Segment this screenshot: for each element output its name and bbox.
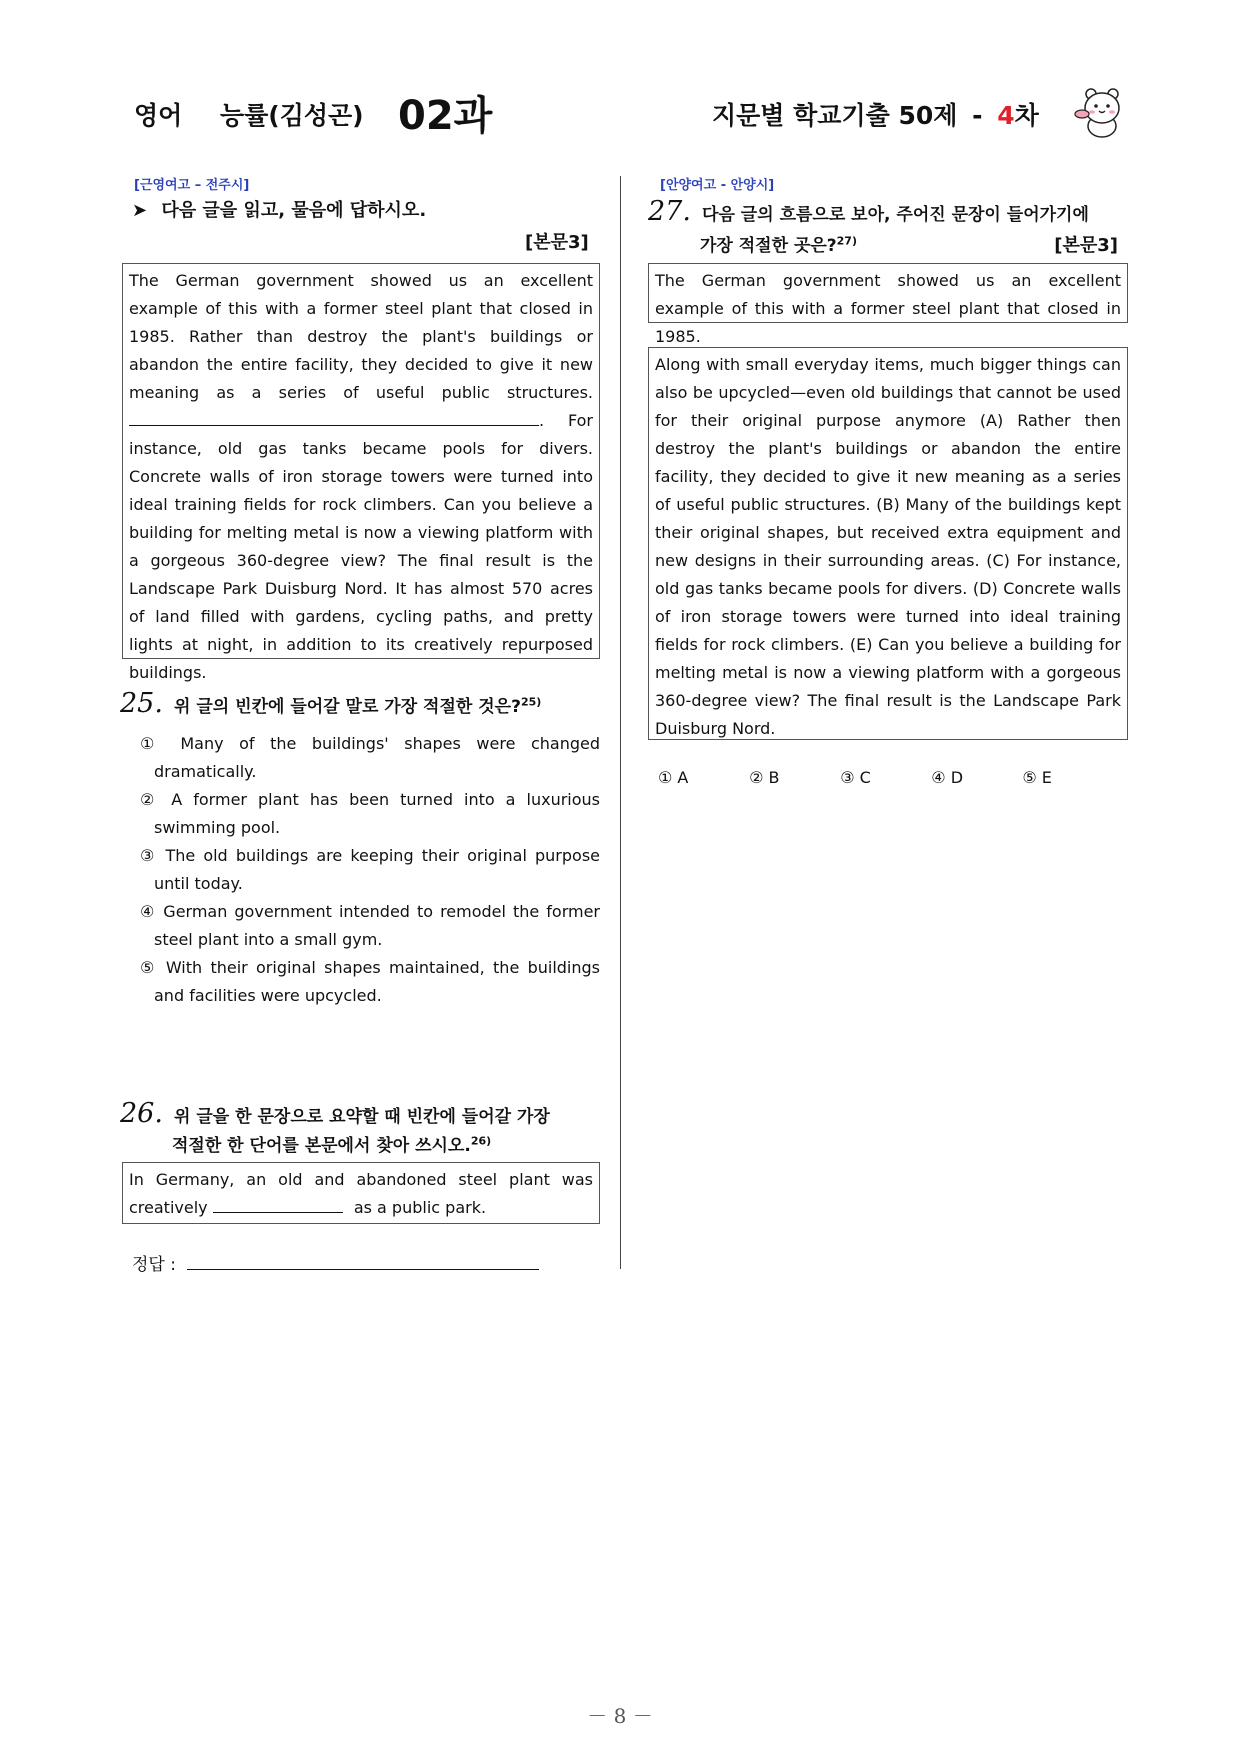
option-b[interactable]: ② B bbox=[749, 768, 780, 787]
summary-text-part1: In Germany, an old and abandoned steel plant was creatively bbox=[129, 1170, 593, 1217]
answer-label: 정답 : bbox=[132, 1255, 176, 1275]
footnote-marker: 26) bbox=[470, 1134, 492, 1148]
passage-box bbox=[648, 347, 1128, 740]
option-1[interactable]: ① Many of the buildings' shapes were changed dramatically. bbox=[140, 734, 600, 781]
summary-box bbox=[122, 1162, 600, 1224]
question-text: 위 글의 빈칸에 들어갈 말로 가장 적절한 것은? bbox=[174, 697, 521, 717]
question-27-header bbox=[648, 196, 1124, 256]
summary-text-part2: as a public park. bbox=[353, 1198, 487, 1217]
passage-tag: [본문3] bbox=[1054, 235, 1118, 256]
subject-label: 영어 bbox=[134, 101, 183, 130]
question-26-header bbox=[120, 1098, 600, 1156]
passage-box bbox=[122, 263, 600, 682]
option-5[interactable]: ⑤ With their original shapes maintained, the buildings and facilities were upcycled. bbox=[140, 958, 600, 1005]
column-divider bbox=[620, 176, 621, 1269]
passage-text-part2: . For instance, old gas tanks became pools for divers. Concrete walls of iron storage towers were turned into ideal training fields for rock climbers. Can you believe a building for melting metal is now a viewing platform with a gorgeous 360-degree view? The final result is the Landscape Park Duisburg Nord. It has almost 570 acres of land filled with gardens, cycling paths, and pretty lights at night, in addition to its creatively repurposed buildings. bbox=[129, 411, 593, 682]
option-2[interactable]: ② A former plant has been turned into a luxurious swimming pool. bbox=[140, 790, 600, 837]
option-e[interactable]: ⑤ E bbox=[1022, 768, 1052, 787]
passage-tag: [본문3] bbox=[525, 232, 589, 253]
title-separator: - bbox=[972, 101, 983, 130]
footnote-marker: 25) bbox=[520, 695, 542, 709]
arrow-icon: ➤ bbox=[132, 200, 148, 221]
passage-blank bbox=[129, 407, 539, 426]
left-source-tag: [근영여고 – 전주시] bbox=[134, 178, 250, 193]
page-number: － 8 － bbox=[587, 1704, 653, 1728]
answer-row bbox=[132, 1250, 539, 1275]
question-27-options bbox=[658, 768, 1118, 787]
given-sentence: The German government showed us an excellent example of this with a former steel plant that closed in 1985. bbox=[655, 271, 1121, 346]
question-text-line2: 적절한 한 단어를 본문에서 찾아 쓰시오. bbox=[172, 1136, 471, 1156]
round-suffix: 차 bbox=[1014, 101, 1039, 130]
given-sentence-box bbox=[648, 263, 1128, 346]
instruction-text: 다음 글을 읽고, 물음에 답하시오. bbox=[161, 200, 427, 221]
page-title bbox=[712, 96, 1039, 132]
passage-text-part1: The German government showed us an excellent example of this with a former steel plant that closed in 1985. Rather than destroy the plant's buildings or abandon the entire facility, they decided to give it new meaning as a series of useful public structures. bbox=[129, 271, 593, 402]
question-number: 26. bbox=[120, 1098, 163, 1129]
question-25-header bbox=[120, 688, 541, 719]
question-number: 27. bbox=[648, 196, 691, 227]
option-4[interactable]: ④ German government intended to remodel the former steel plant into a small gym. bbox=[140, 902, 600, 949]
option-3[interactable]: ③ The old buildings are keeping their original purpose until today. bbox=[140, 846, 600, 893]
round-number: 4 bbox=[997, 101, 1015, 130]
passage-text: Along with small everyday items, much bigger things can also be upcycled—even old buildings that cannot be used for their original purpose anymore (A) Rather then destroy the plant's buildings or abandon the entire facility, they decided to give it new meaning as a series of useful public structures. (B) Many of the buildings kept their original shapes, but received extra equipment and new designs in their surrounding areas. (C) For instance, old gas tanks became pools for divers. (D) Concrete walls of iron storage towers were turned into ideal training fields for rock climbers. (E) Can you believe a building for melting metal is now a viewing platform with a gorgeous 360-degree view? The final result is the Landscape Park Duisburg Nord. bbox=[655, 355, 1121, 738]
instruction bbox=[132, 196, 426, 222]
question-number: 25. bbox=[120, 688, 163, 719]
title-main: 지문별 학교기출 50제 bbox=[712, 101, 958, 130]
question-25-options bbox=[130, 730, 600, 1010]
footnote-marker: 27) bbox=[836, 234, 857, 248]
teacher-label: 능률(김성곤) bbox=[220, 101, 364, 130]
question-text-line1: 다음 글의 흐름으로 보아, 주어진 문장이 들어가기에 bbox=[702, 205, 1089, 225]
bear-mascot-icon bbox=[1074, 84, 1130, 140]
answer-field[interactable] bbox=[187, 1253, 539, 1270]
question-text-line1: 위 글을 한 문장으로 요약할 때 빈칸에 들어갈 가장 bbox=[174, 1107, 550, 1127]
lesson-number: 02과 bbox=[398, 93, 493, 139]
right-source-tag: [안양여고 - 안양시] bbox=[660, 178, 775, 193]
summary-blank bbox=[213, 1196, 343, 1213]
option-c[interactable]: ③ C bbox=[840, 768, 871, 787]
option-a[interactable]: ① A bbox=[658, 768, 689, 787]
question-text-line2: 가장 적절한 곳은? bbox=[700, 236, 837, 256]
option-d[interactable]: ④ D bbox=[931, 768, 964, 787]
